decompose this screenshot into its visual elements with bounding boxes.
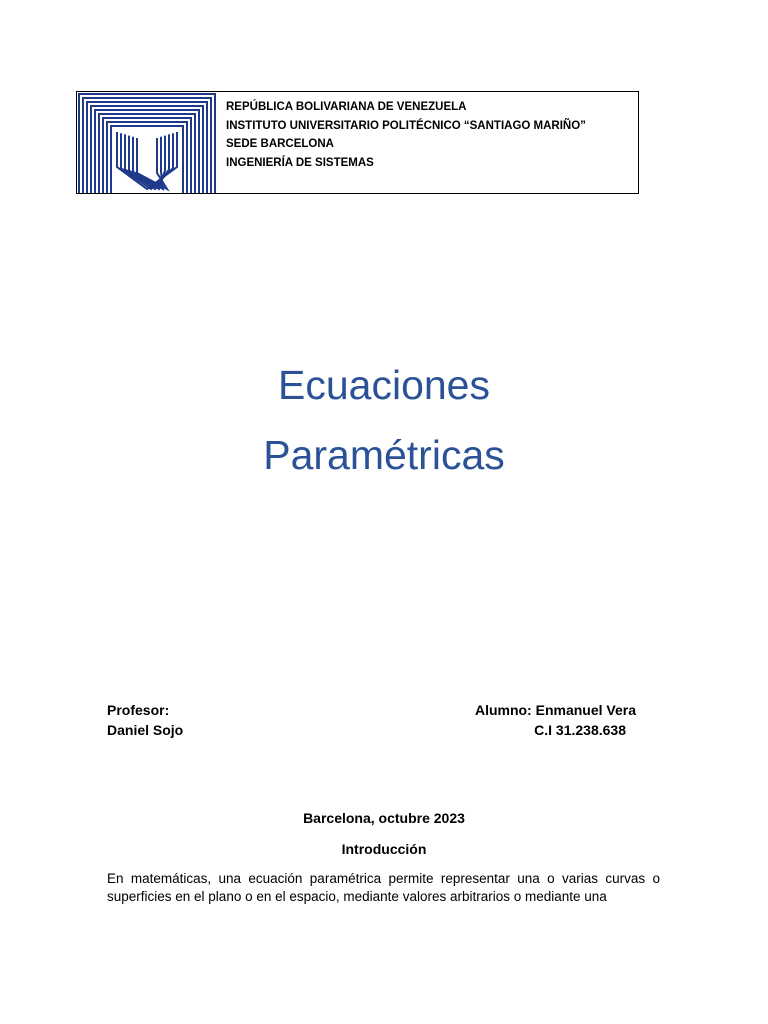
professor-label: Profesor: <box>107 702 170 718</box>
place-date: Barcelona, octubre 2023 <box>303 810 465 826</box>
section-heading: Introducción <box>341 841 427 857</box>
student-name: Alumno: Enmanuel Vera <box>474 702 636 718</box>
professor-name: Daniel Sojo <box>107 722 184 738</box>
institution-logo-icon <box>77 92 217 193</box>
header-box <box>76 91 639 194</box>
intro-paragraph: En matemáticas, una ecuación paramétrica permite representar una o varias curvas o superficies en el plano o en el espacio, mediante valores arbitrarios o mediante una <box>107 871 660 904</box>
institution-header <box>226 98 586 172</box>
document-title-line-1: Ecuaciones <box>278 362 490 408</box>
header-program: INGENIERÍA DE SISTEMAS <box>226 156 374 169</box>
student-id: C.I 31.238.638 <box>534 722 626 738</box>
header-institute: INSTITUTO UNIVERSITARIO POLITÉCNICO “SANTIAGO MARIÑO” <box>226 119 586 132</box>
document-title-line-2: Paramétricas <box>263 432 505 478</box>
header-campus: SEDE BARCELONA <box>226 138 334 150</box>
header-country: REPÚBLICA BOLIVARIANA DE VENEZUELA <box>226 101 467 113</box>
